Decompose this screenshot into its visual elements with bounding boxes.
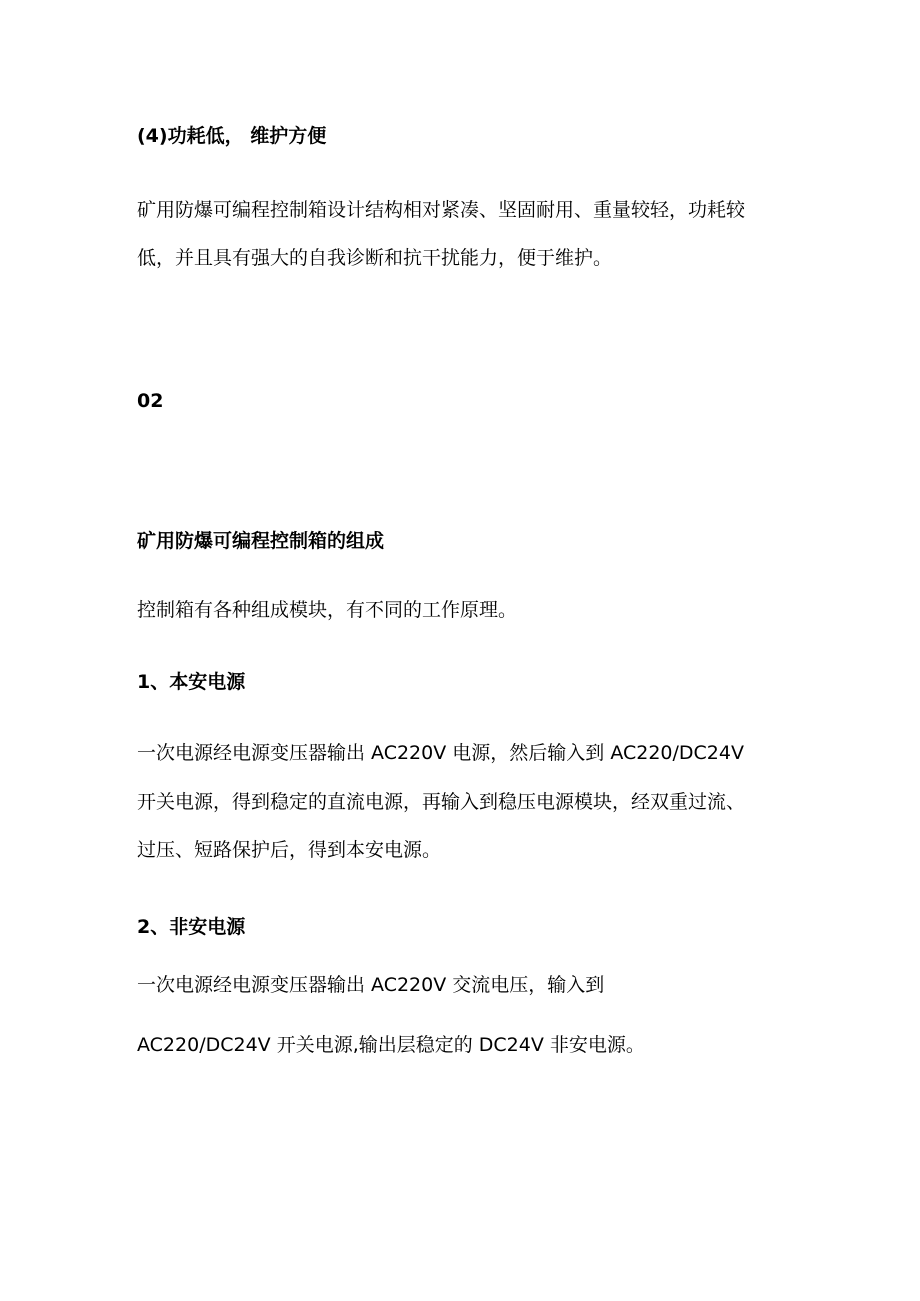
paragraph-intro: 控制箱有各种组成模块，有不同的工作原理。 [137,599,518,621]
section-heading-non-intrinsic-power: 2、非安电源 [137,916,246,938]
section-heading-low-power: (4)功耗低， 维护方便 [137,125,327,147]
paragraph-line: 一次电源经电源变压器输出 AC220V 交流电压，输入到 [137,974,605,996]
section-title-composition: 矿用防爆可编程控制箱的组成 [137,530,385,552]
paragraph-line: 过压、短路保护后，得到本安电源。 [137,839,442,861]
paragraph-line: 矿用防爆可编程控制箱设计结构相对紧凑、坚固耐用、重量较轻，功耗较 [137,199,746,221]
paragraph-line: 开关电源，得到稳定的直流电源，再输入到稳压电源模块，经双重过流、 [137,791,746,813]
section-heading-intrinsic-power: 1、本安电源 [137,671,246,693]
paragraph-line: 低，并且具有强大的自我诊断和抗干扰能力，便于维护。 [137,247,613,269]
paragraph-line: 一次电源经电源变压器输出 AC220V 电源，然后输入到 AC220/DC24V [137,742,744,764]
chapter-number: 02 [137,390,164,412]
paragraph-line: AC220/DC24V 开关电源,输出层稳定的 DC24V 非安电源。 [137,1034,645,1056]
